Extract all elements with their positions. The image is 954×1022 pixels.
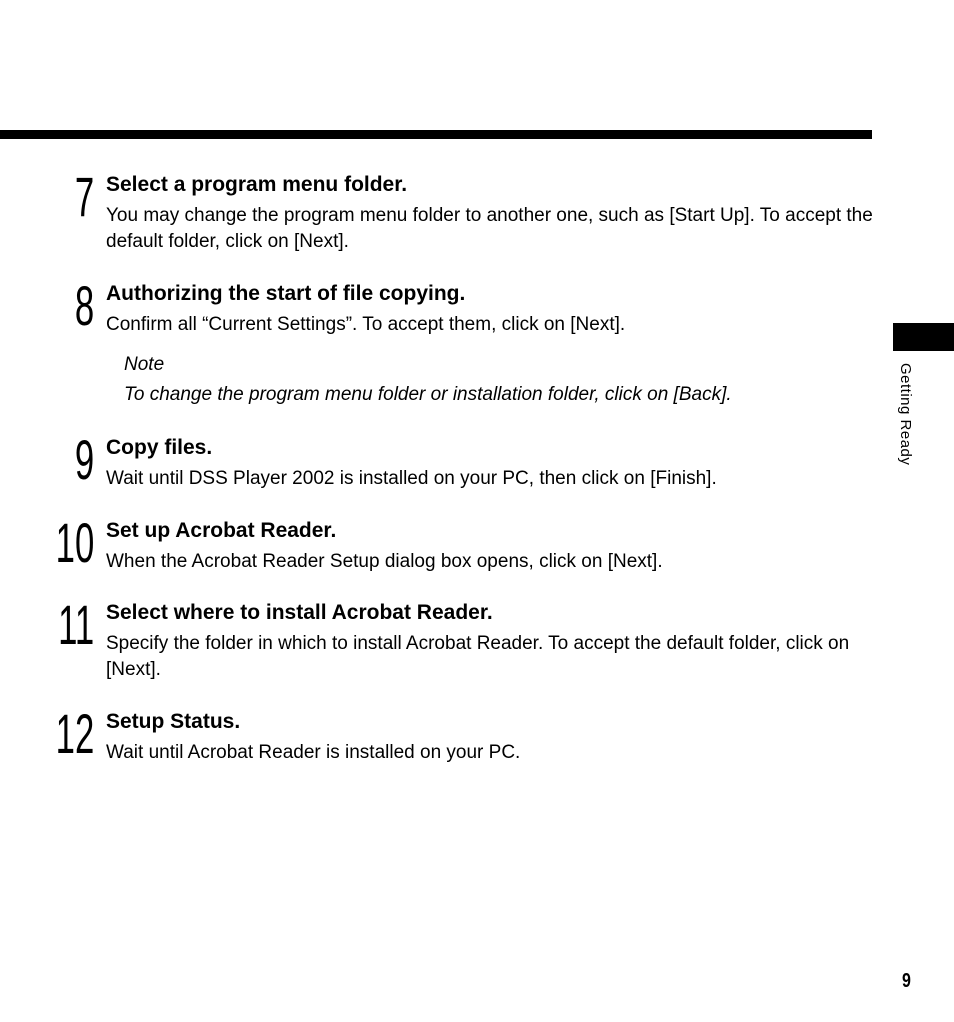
step-number: 7 [74,165,94,228]
step-body: You may change the program menu folder to another one, such as [Start Up]. To accept the default folder, click on [Next]. [106,205,873,252]
section-tab-label: Getting Ready [897,363,914,466]
note-text: To change the program menu folder or installation folder, click on [Back]. [124,384,732,405]
step-number: 10 [55,511,94,574]
step-body: Wait until Acrobat Reader is installed on your PC. [106,742,521,763]
section-tab-marker [893,323,954,351]
step-body: When the Acrobat Reader Setup dialog box opens, click on [Next]. [106,551,663,572]
step-number: 12 [55,702,94,765]
step-number: 8 [74,274,94,337]
step-number: 11 [57,593,94,656]
note-heading: Note [124,354,165,375]
step-title: Setup Status. [106,710,241,733]
step-title: Select a program menu folder. [106,173,408,196]
step-title: Set up Acrobat Reader. [106,519,337,542]
step-number: 9 [74,428,94,491]
header-rule [0,130,872,139]
step-title: Copy files. [106,436,213,459]
step-title: Authorizing the start of file copying. [106,282,466,305]
step-body: Wait until DSS Player 2002 is installed on your PC, then click on [Finish]. [106,468,717,489]
step-title: Select where to install Acrobat Reader. [106,601,493,624]
page-number: 9 [902,970,911,992]
step-body: Specify the folder in which to install Acrobat Reader. To accept the default folder, click on [Next]. [106,633,850,680]
note-block [124,350,864,410]
step-body: Confirm all “Current Settings”. To accept them, click on [Next]. [106,314,626,335]
